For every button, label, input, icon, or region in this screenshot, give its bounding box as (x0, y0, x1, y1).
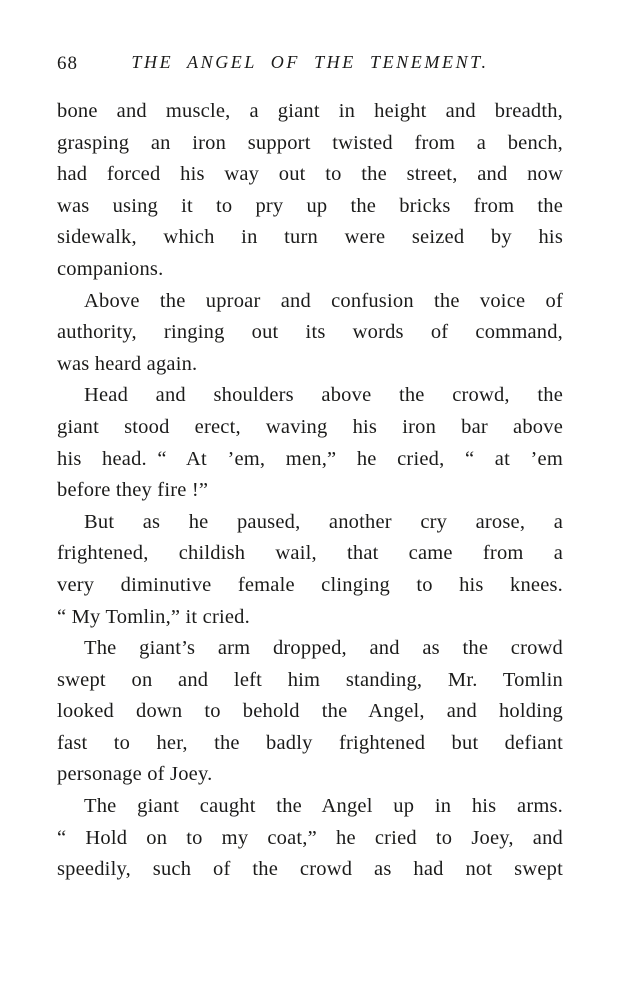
text-line: was using it to pry up the bricks from the (57, 194, 563, 217)
paragraph (57, 633, 563, 791)
text-line: The giant’s arm dropped, and as the crowd (84, 637, 563, 660)
running-title: THE ANGEL OF THE TENEMENT. (131, 52, 489, 72)
text-block (57, 96, 563, 886)
text-line: swept on and left him standing, Mr. Tomlin (57, 668, 563, 691)
text-line: before they fire !” (57, 479, 209, 502)
text-line: had forced his way out to the street, and now (57, 163, 563, 186)
text-line: grasping an iron support twisted from a bench, (57, 131, 563, 154)
text-line: Head and shoulders above the crowd, the (84, 384, 563, 407)
paragraph (57, 507, 563, 633)
text-line: was heard again. (57, 352, 198, 375)
text-line: fast to her, the badly frightened but defiant (57, 731, 563, 754)
text-line: “ Hold on to my coat,” he cried to Joey, and (57, 826, 563, 849)
text-line: companions. (57, 257, 164, 280)
text-line: But as he paused, another cry arose, a (84, 510, 563, 533)
text-line: looked down to behold the Angel, and holding (57, 700, 563, 723)
text-line: sidewalk, which in turn were seized by his (57, 226, 563, 249)
text-line: speedily, such of the crowd as had not swept (57, 858, 563, 881)
text-line: The giant caught the Angel up in his arms. (84, 795, 563, 818)
paragraph (57, 380, 563, 506)
text-line: personage of Joey. (57, 763, 213, 786)
text-line: authority, ringing out its words of command, (57, 321, 563, 344)
text-line: his head. “ At ’em, men,” he cried, “ at ’em (57, 447, 563, 470)
paragraph (57, 286, 563, 381)
text-line: bone and muscle, a giant in height and breadth, (57, 100, 563, 122)
paragraph (57, 791, 563, 886)
paragraph (57, 96, 563, 286)
text-line: “ My Tomlin,” it cried. (57, 605, 250, 628)
text-line: giant stood erect, waving his iron bar above (57, 415, 563, 438)
text-line: very diminutive female clinging to his knees. (57, 573, 563, 596)
text-line: Above the uproar and confusion the voice of (84, 289, 563, 312)
text-line: frightened, childish wail, that came from a (57, 542, 563, 565)
running-header (57, 52, 563, 78)
page-number: 68 (57, 53, 78, 74)
